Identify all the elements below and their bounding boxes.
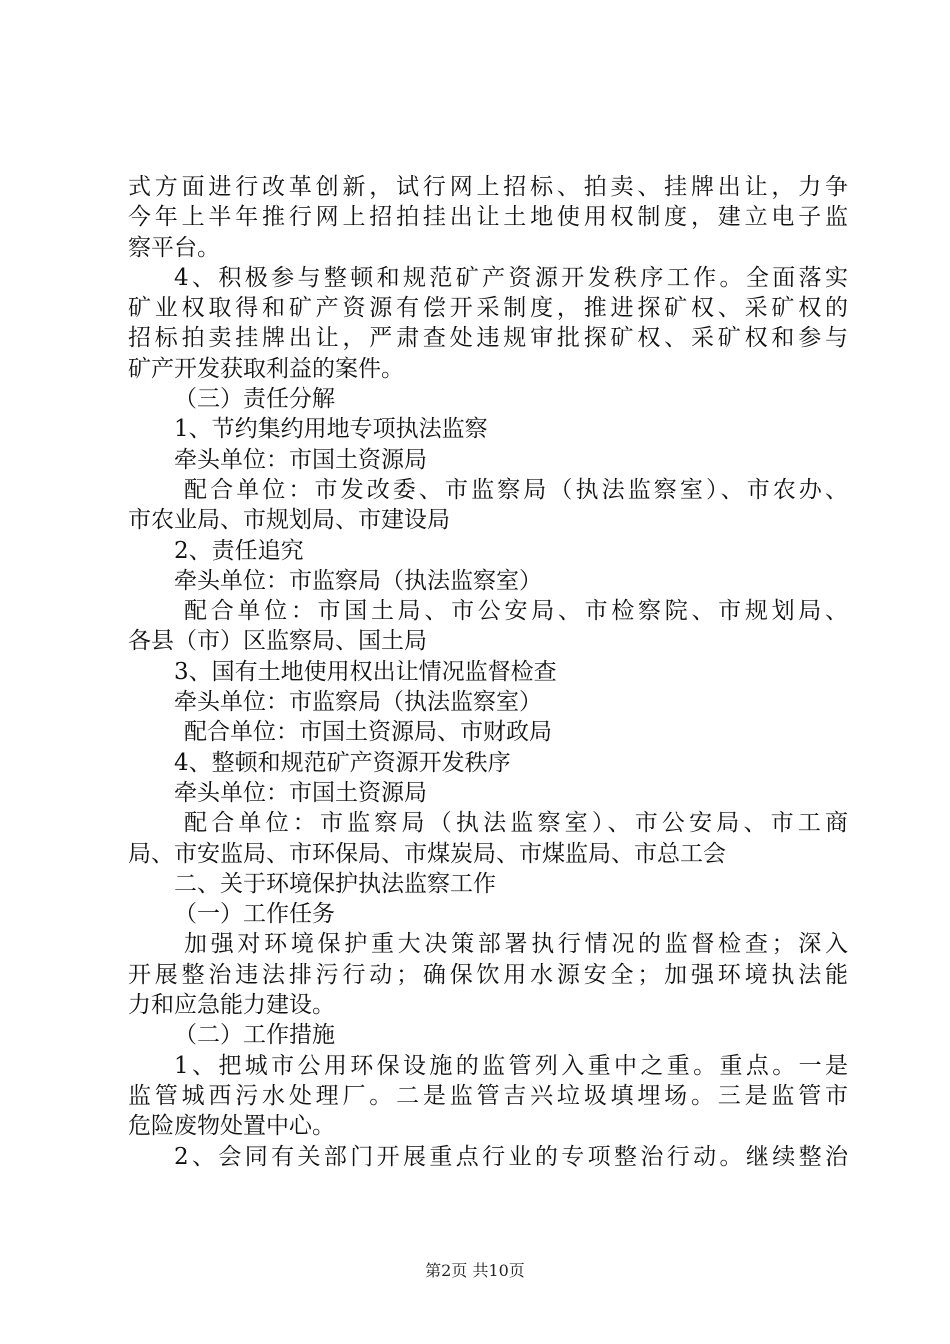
text-line: 牵头单位：市国土资源局 <box>174 446 427 473</box>
text-line: 察平台。 <box>128 234 220 261</box>
text-line: 式方面进行改革创新，试行网上招标、拍卖、挂牌出让，力争 <box>128 174 848 200</box>
text-line: 3、国有土地使用权出让情况监督检查 <box>174 658 557 685</box>
text-line: 局、市安监局、市环保局、市煤炭局、市煤监局、市总工会 <box>128 840 726 867</box>
text-line: 1、节约集约用地专项执法监察 <box>174 416 488 443</box>
text-line: 矿业权取得和矿产资源有偿开采制度，推进探矿权、采矿权的 <box>128 295 848 322</box>
text-line: 二、关于环境保护执法监察工作 <box>174 870 496 897</box>
page-footer: 第2页 共10页 <box>425 1261 525 1280</box>
text-line: 配合单位：市国土资源局、市财政局 <box>184 719 552 746</box>
text-line: 各县（市）区监察局、国土局 <box>128 628 427 655</box>
text-line: 配合单位：市国土局、市公安局、市检察院、市规划局、 <box>184 598 848 625</box>
text-line: 4、积极参与整顿和规范矿产资源开发秩序工作。全面落实 <box>174 264 848 291</box>
text-line: （二）工作措施 <box>174 1022 335 1049</box>
text-line: （一）工作任务 <box>174 901 335 928</box>
text-line: 配合单位：市发改委、市监察局（执法监察室）、市农办、 <box>184 476 848 503</box>
text-line: 1、把城市公用环保设施的监管列入重中之重。重点。一是 <box>174 1052 848 1079</box>
text-line: （三）责任分解 <box>174 386 335 413</box>
text-line: 牵头单位：市国土资源局 <box>174 779 427 806</box>
document-body <box>128 172 848 1172</box>
text-line: 2、会同有关部门开展重点行业的专项整治行动。继续整治 <box>174 1143 848 1170</box>
text-line: 开展整治违法排污行动；确保饮用水源安全；加强环境执法能 <box>128 961 848 988</box>
text-line: 危险废物处置中心。 <box>128 1113 335 1140</box>
text-line: 市农业局、市规划局、市建设局 <box>128 507 450 534</box>
text-line: 牵头单位：市监察局（执法监察室） <box>174 689 542 716</box>
text-line: 牵头单位：市监察局（执法监察室） <box>174 567 542 594</box>
text-line: 招标拍卖挂牌出让，严肃查处违规审批探矿权、采矿权和参与 <box>128 325 848 352</box>
text-line: 监管城西污水处理厂。二是监管吉兴垃圾填埋场。三是监管市 <box>128 1082 848 1109</box>
text-line: 矿产开发获取利益的案件。 <box>128 355 404 382</box>
text-line: 4、整顿和规范矿产资源开发秩序 <box>174 749 511 776</box>
text-line: 今年上半年推行网上招拍挂出让土地使用权制度，建立电子监 <box>128 204 848 231</box>
text-line: 加强对环境保护重大决策部署执行情况的监督检查；深入 <box>184 931 848 958</box>
text-line: 2、责任追究 <box>174 537 304 564</box>
text-line: 配合单位：市监察局（执法监察室）、市公安局、市工商 <box>184 810 848 837</box>
text-line: 力和应急能力建设。 <box>128 992 335 1019</box>
